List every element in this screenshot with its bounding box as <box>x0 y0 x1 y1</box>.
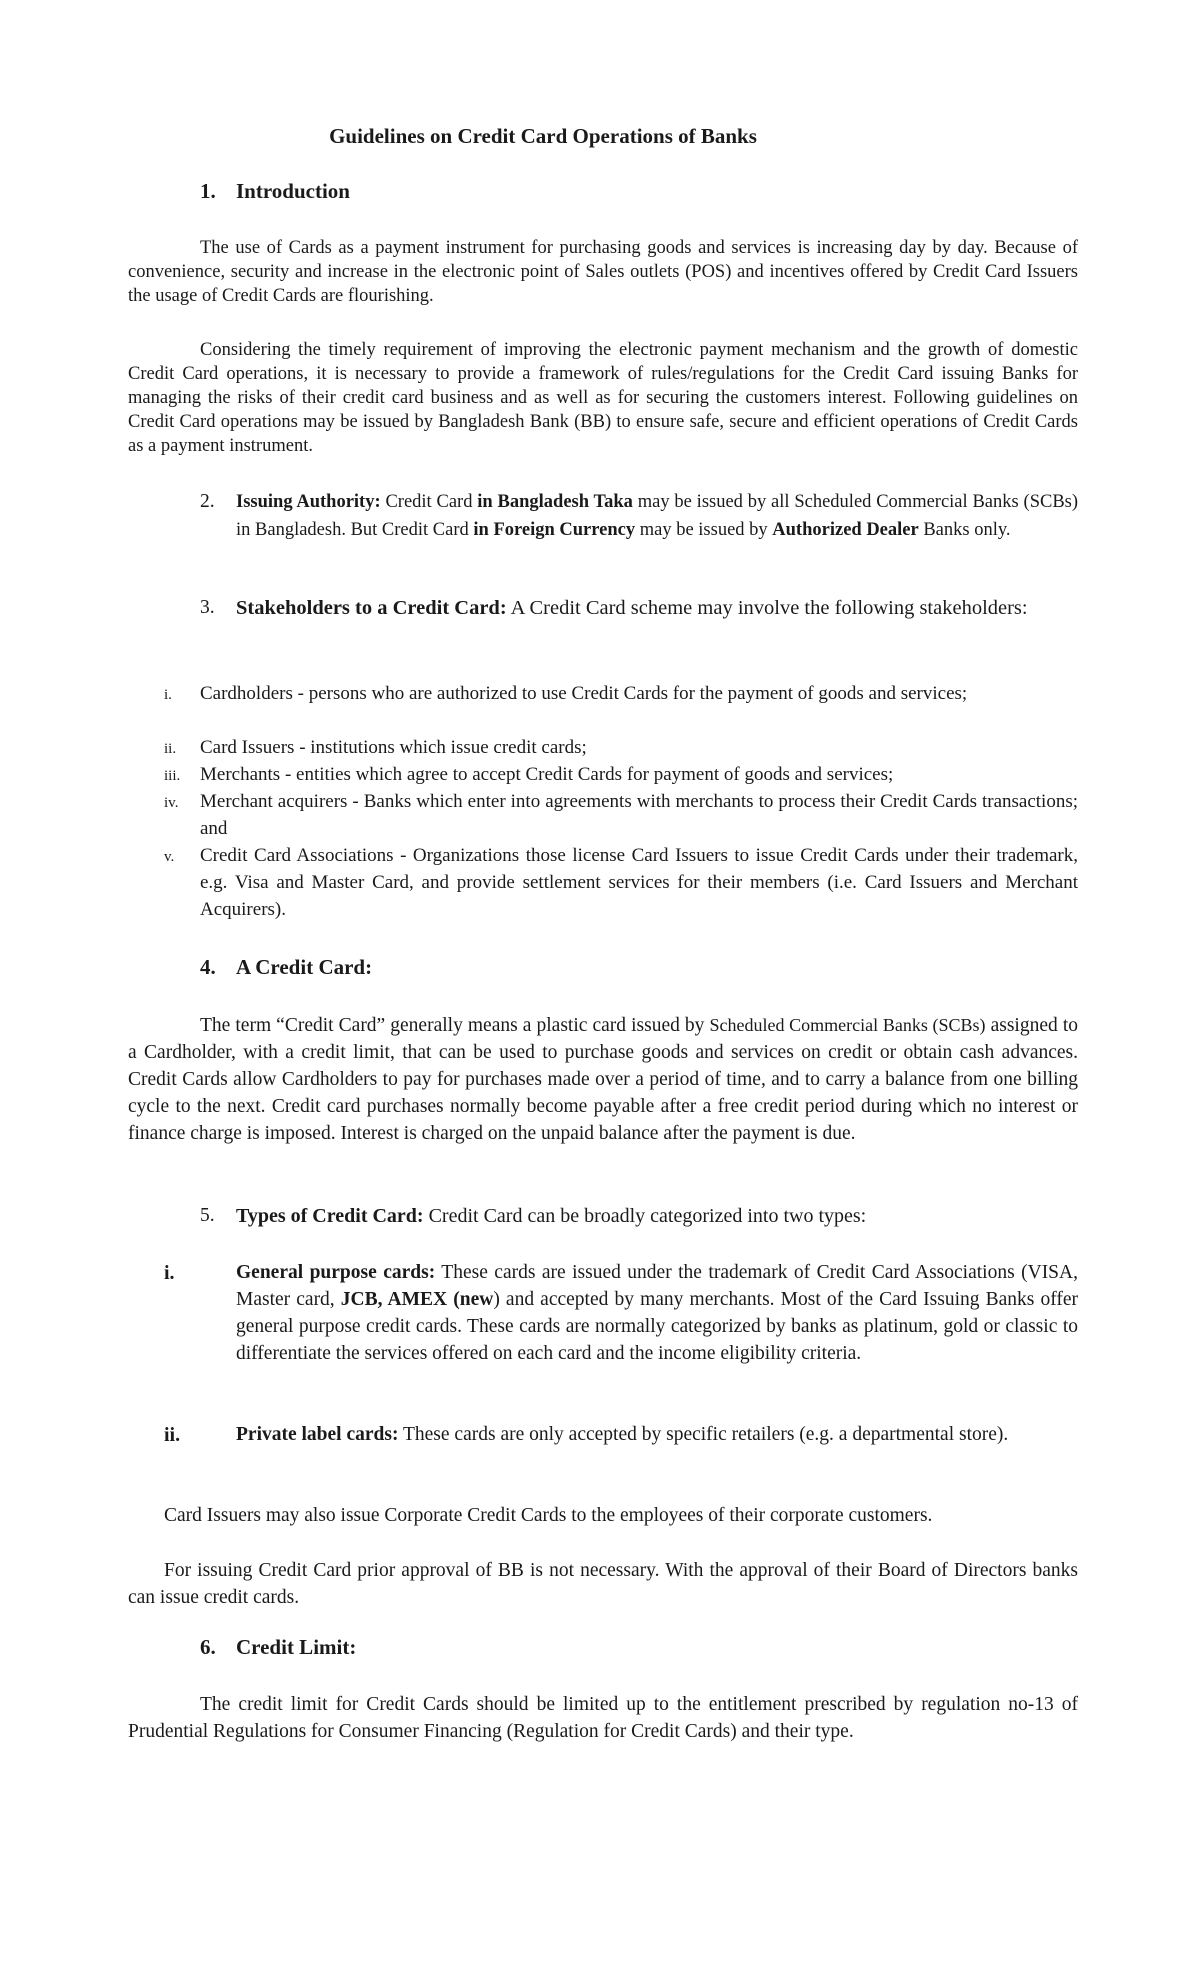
stakeholder-item: Cardholders - persons who are authorized to use Credit Cards for the payment of goods and services; <box>200 683 968 704</box>
section-1-heading: Introduction <box>236 179 350 203</box>
section-2-number: 2. <box>200 491 215 512</box>
text-span: A Credit Card scheme may involve the following stakeholders: <box>506 597 1028 619</box>
bold-span: JCB, AMEX (new <box>340 1289 494 1310</box>
stakeholder-num: v. <box>164 849 175 865</box>
section-4-heading: A Credit Card: <box>236 955 373 979</box>
general-purpose-label: General purpose cards: <box>236 1262 436 1283</box>
section-1-number: 1. <box>200 179 216 203</box>
text-span: These cards are issued under the trademark of Credit Card Associations (VISA, Master card, <box>236 1262 1078 1310</box>
approval-paragraph: For issuing Credit Card prior approval of BB is not necessary. With the approval of their Board of Directors banks can issue credit cards. <box>128 1560 1078 1608</box>
stakeholders-text <box>236 594 1078 622</box>
section-4-number: 4. <box>200 955 216 979</box>
stakeholder-num: iii. <box>164 768 181 784</box>
card-type-num: i. <box>164 1262 175 1284</box>
general-purpose-cards-item <box>236 1259 1078 1367</box>
intro-paragraph-2: Considering the timely requirement of improving the electronic payment mechanism and the growth of domestic Credit Card operations, it is necessary to provide a framework of rules/regulations for the Credit Card issuing Banks for managing the risks of their credit card business and as well as for securing the customers interest. Following guidelines on Credit Card operations may be issued by Bangladesh Bank (BB) to ensure safe, secure and efficient operations of Credit Cards as a payment instrument. <box>128 340 1078 456</box>
bold-span: in Bangladesh Taka <box>477 492 633 512</box>
document-title: Guidelines on Credit Card Operations of Banks <box>329 124 757 148</box>
text-span: The term “Credit Card” generally means a plastic card issued by <box>200 1015 710 1036</box>
credit-card-definition-paragraph <box>128 1012 1078 1147</box>
text-span: Scheduled Commercial Banks (SCBs) <box>709 1015 986 1035</box>
section-5-number: 5. <box>200 1205 215 1226</box>
text-span: Banks only. <box>918 520 1011 540</box>
section-6-heading: Credit Limit: <box>236 1635 357 1659</box>
issuing-authority-label: Issuing Authority: <box>236 492 381 512</box>
text-span: Credit Card <box>380 492 478 512</box>
private-label-label: Private label cards: <box>236 1424 399 1445</box>
stakeholder-item: Card Issuers - institutions which issue credit cards; <box>200 737 587 758</box>
text-span: may be issued by <box>635 520 773 540</box>
types-label: Types of Credit Card: <box>236 1205 424 1227</box>
intro-paragraph-1: The use of Cards as a payment instrument for purchasing goods and services is increasing day by day. Because of convenience, security and increase in the electronic point of Sales outlets (POS) and incentives offered by Credit Card Issuers the usage of Credit Cards are flourishing. <box>128 238 1078 306</box>
credit-limit-paragraph: The credit limit for Credit Cards should be limited up to the entitlement prescribed by regulation no-13 of Prudential Regulations for Consumer Financing (Regulation for Credit Cards) and their type. <box>128 1694 1078 1742</box>
stakeholder-num: iv. <box>164 795 179 811</box>
text-span: may be issued by all Scheduled Commercial Banks (SCBs) in Bangladesh. But Credit Card <box>236 492 1079 540</box>
bold-span: in Foreign Currency <box>473 520 636 540</box>
section-3-number: 3. <box>200 597 215 618</box>
text-span: Credit Card can be broadly categorized into two types: <box>423 1205 867 1227</box>
corporate-cards-paragraph: Card Issuers may also issue Corporate Credit Cards to the employees of their corporate customers. <box>164 1505 933 1526</box>
bold-span: Authorized Dealer <box>772 520 919 540</box>
stakeholder-item: Merchant acquirers - Banks which enter into agreements with merchants to process their Credit Cards transactions; and <box>200 791 1078 839</box>
stakeholder-item: Merchants - entities which agree to accept Credit Cards for payment of goods and services; <box>200 764 894 785</box>
card-type-num: ii. <box>164 1424 181 1446</box>
stakeholder-num: i. <box>164 687 172 703</box>
stakeholders-label: Stakeholders to a Credit Card: <box>236 597 507 619</box>
section-6-number: 6. <box>200 1635 216 1659</box>
text-span: ) and accepted by many merchants. Most of the Card Issuing Banks offer general purpose credit cards. These cards are normally categorized by banks as platinum, gold or classic to differentiate the services offered on each card and the income eligibility criteria. <box>236 1289 1078 1364</box>
text-span: These cards are only accepted by specific retailers (e.g. a departmental store). <box>398 1424 1009 1445</box>
stakeholder-num: ii. <box>164 741 177 757</box>
private-label-cards-item <box>236 1421 1078 1448</box>
types-of-credit-card-text <box>236 1203 1078 1230</box>
issuing-authority-text <box>236 488 1078 544</box>
text-span: assigned to a Cardholder, with a credit limit, that can be used to purchase goods and services on credit or obtain cash advances. Credit Cards allow Cardholders to pay for purchases made over a period of time, and to carry a balance from one billing cycle to the next. Credit card purchases normally become payable after a free credit period during which no interest or finance charge is imposed. Interest is charged on the unpaid balance after the payment is due. <box>128 1015 1078 1144</box>
stakeholder-item: Credit Card Associations - Organizations those license Card Issuers to issue Credit Cards under their trademark, e.g. Visa and Master Card, and provide settlement services for their members (i.e. Card Issuers and Merchant Acquirers). <box>200 845 1078 920</box>
